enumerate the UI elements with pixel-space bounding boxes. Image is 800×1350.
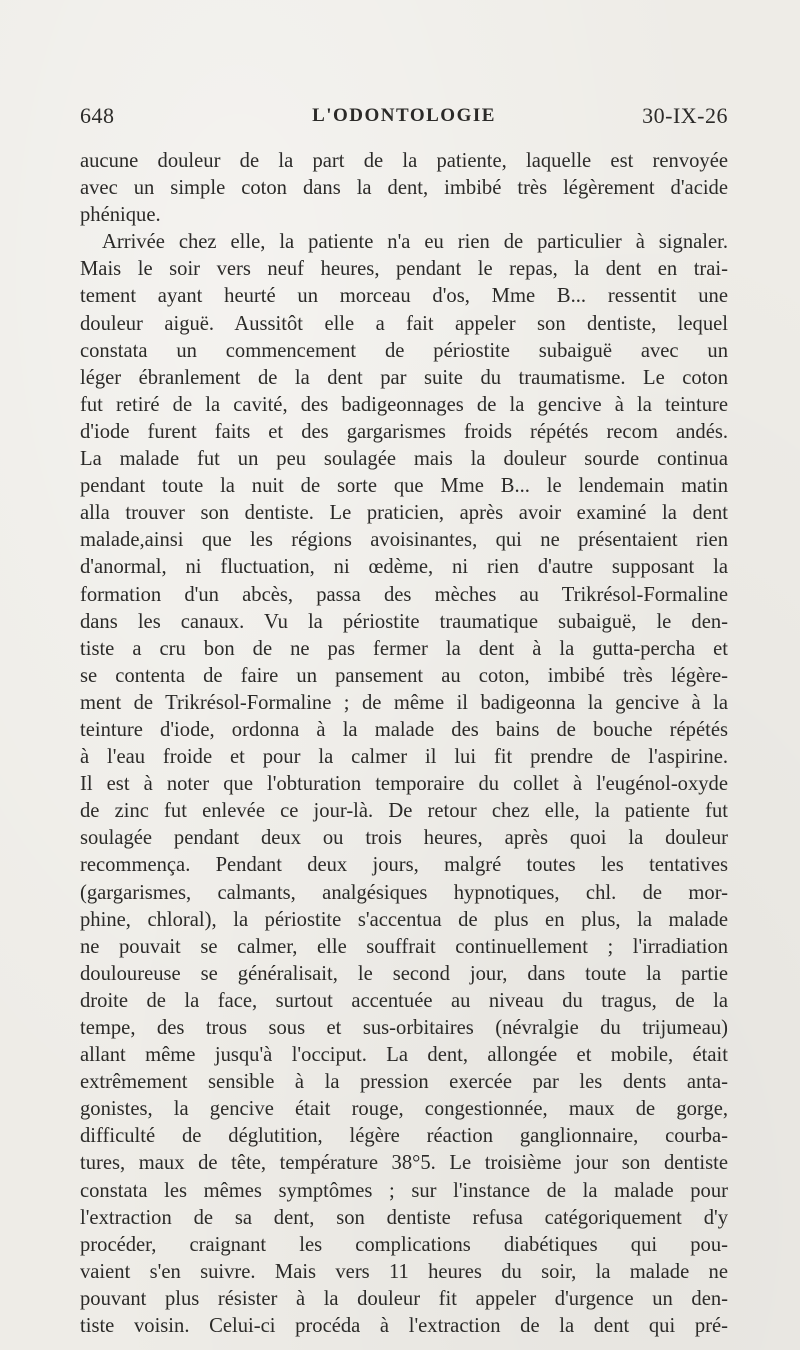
text-line: tempe, des trous sous et sus-orbitaires (névralgie du trijumeau) bbox=[80, 1017, 728, 1039]
text-line: avec un simple coton dans la dent, imbibé très légèrement d'acide bbox=[80, 177, 728, 200]
text-line: se contenta de faire un pansement au coton, imbibé très légère- bbox=[80, 664, 728, 687]
text-line: dans les canaux. Vu la périostite traumatique subaiguë, le den- bbox=[80, 610, 728, 633]
text-line: teinture d'iode, ordonna à la malade des bains de bouche répétés bbox=[80, 718, 728, 741]
text-line: douloureuse se généralisait, le second jour, dans toute la partie bbox=[80, 962, 728, 985]
text-line: difficulté de déglutition, légère réaction ganglionnaire, courba- bbox=[80, 1125, 728, 1148]
text-line: Arrivée chez elle, la patiente n'a eu rien de particulier à signaler. bbox=[102, 231, 728, 254]
text-line: vaient s'en suivre. Mais vers 11 heures du soir, la malade ne bbox=[80, 1260, 728, 1283]
text-line: phine, chloral), la périostite s'accentua de plus en plus, la malade bbox=[80, 908, 728, 931]
text-line: Mais le soir vers neuf heures, pendant le repas, la dent en trai- bbox=[80, 258, 728, 281]
text-line: de zinc fut enlevée ce jour-là. De retour chez elle, la patiente fut bbox=[80, 800, 728, 823]
text-line: allant même jusqu'à l'occiput. La dent, allongée et mobile, était bbox=[80, 1044, 728, 1067]
text-line: formation d'un abcès, passa des mèches au Trikrésol-Formaline bbox=[80, 583, 728, 606]
text-line: fut retiré de la cavité, des badigeonnages de la gencive à la teinture bbox=[80, 393, 728, 416]
text-line: léger ébranlement de la dent par suite du traumatisme. Le coton bbox=[80, 366, 728, 389]
running-title: L'ODONTOLOGIE bbox=[312, 105, 496, 126]
text-line: tiste voisin. Celui-ci procéda à l'extraction de la dent qui pré- bbox=[80, 1315, 728, 1338]
page-number: 648 bbox=[80, 103, 115, 128]
text-line: La malade fut un peu soulagée mais la douleur sourde continua bbox=[80, 448, 728, 471]
text-line: ment de Trikrésol-Formaline ; de même il badigeonna la gencive à la bbox=[80, 691, 728, 714]
text-line: à l'eau froide et pour la calmer il lui fit prendre de l'aspirine. bbox=[80, 746, 728, 769]
text-line: pouvant plus résister à la douleur fit appeler d'urgence un den- bbox=[80, 1287, 728, 1310]
text-line: aucune douleur de la part de la patiente, laquelle est renvoyée bbox=[80, 150, 728, 172]
text-line: phénique. bbox=[80, 204, 161, 227]
text-line: pendant toute la nuit de sorte que Mme B... le lendemain matin bbox=[80, 475, 728, 498]
text-line: droite de la face, surtout accentuée au niveau du tragus, de la bbox=[80, 989, 728, 1012]
page-header bbox=[80, 103, 728, 139]
text-line: Il est à noter que l'obturation temporaire du collet à l'eugénol-oxyde bbox=[80, 773, 728, 796]
text-line: recommença. Pendant deux jours, malgré toutes les tentatives bbox=[80, 854, 728, 877]
text-line: constata un commencement de périostite subaiguë avec un bbox=[80, 339, 728, 362]
text-line: tures, maux de tête, température 38°5. Le troisième jour son dentiste bbox=[80, 1152, 728, 1175]
issue-date: 30-IX-26 bbox=[642, 103, 728, 128]
text-line: (gargarismes, calmants, analgésiques hypnotiques, chl. de mor- bbox=[80, 881, 728, 904]
text-line: extrêmement sensible à la pression exercée par les dents anta- bbox=[80, 1071, 728, 1094]
text-line: douleur aiguë. Aussitôt elle a fait appeler son dentiste, lequel bbox=[80, 312, 728, 335]
text-line: l'extraction de sa dent, son dentiste refusa catégoriquement d'y bbox=[80, 1206, 728, 1229]
text-line: tement ayant heurté un morceau d'os, Mme B... ressentit une bbox=[80, 285, 728, 308]
text-line: constata les mêmes symptômes ; sur l'instance de la malade pour bbox=[80, 1179, 728, 1202]
text-line: gonistes, la gencive était rouge, congestionnée, maux de gorge, bbox=[80, 1098, 728, 1121]
text-line: procéder, craignant les complications diabétiques qui pou- bbox=[80, 1233, 728, 1256]
text-line: d'iode furent faits et des gargarismes froids répétés recom andés. bbox=[80, 420, 728, 443]
text-line: malade,ainsi que les régions avoisinantes, qui ne présentaient rien bbox=[80, 529, 728, 552]
text-line: tiste a cru bon de ne pas fermer la dent à la gutta-percha et bbox=[80, 637, 728, 660]
text-line: ne pouvait se calmer, elle souffrait continuellement ; l'irradiation bbox=[80, 935, 728, 958]
text-line: alla trouver son dentiste. Le praticien, après avoir examiné la dent bbox=[80, 502, 728, 525]
text-line: d'anormal, ni fluctuation, ni œdème, ni rien d'autre supposant la bbox=[80, 556, 728, 579]
text-line: soulagée pendant deux ou trois heures, après quoi la douleur bbox=[80, 827, 728, 850]
body-text bbox=[80, 148, 728, 1340]
